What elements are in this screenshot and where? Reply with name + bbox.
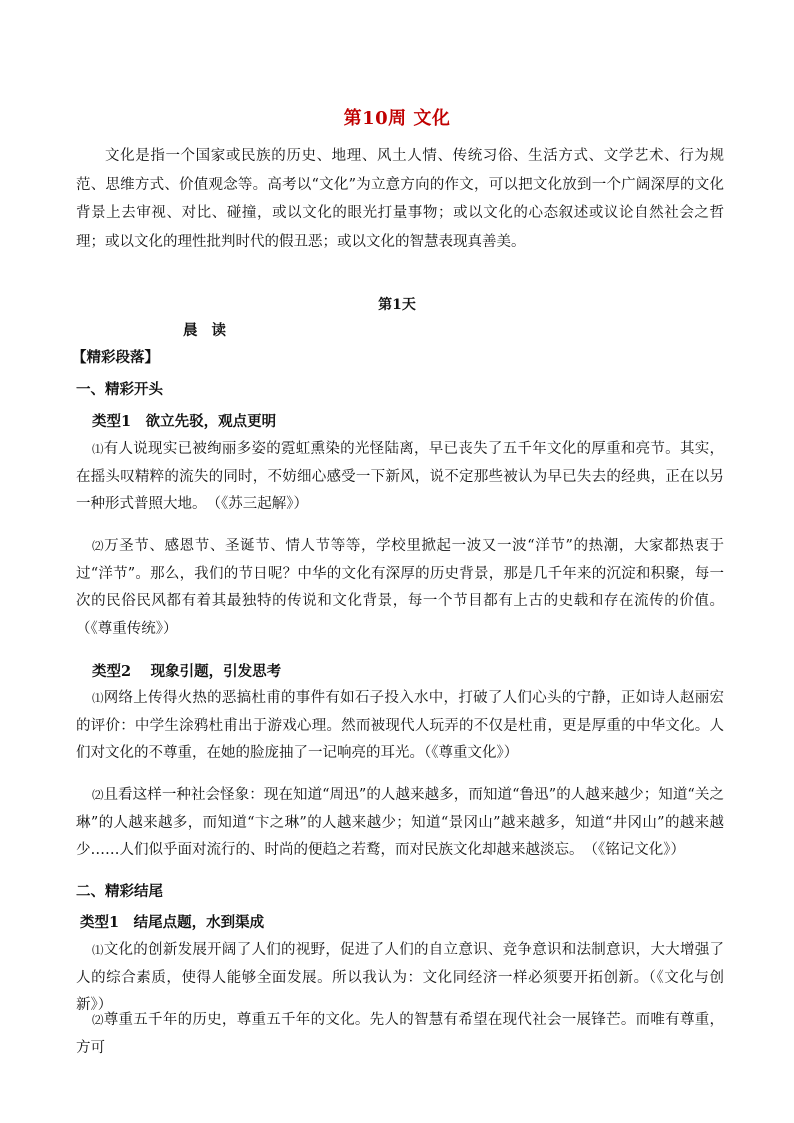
opening-type1-paragraph-1 [76,436,724,519]
ending-type1-title: 类型1 结尾点题，水到渠成 [80,914,265,931]
intro-paragraph: 文化是指一个国家或民族的历史、地理、风土人情、传统习俗、生活方式、文学艺术、行为规范、思维方式、价值观念等。高考以“文化”为立意方向的作文，可以把文化放到一个广阔深厚的文化背景上去审视、对比、碰撞，或以文化的眼光打量事物；或以文化的心态叙述或议论自然社会之哲理；或以文化的理性批判时代的假丑恶；或以文化的智慧表现真善美。 [76,148,724,250]
opening-type2-title: 类型2 现象引题，引发思考 [92,663,282,680]
paragraph-number: ⑴ [91,691,104,705]
paragraph-text: 万圣节、感恩节、圣诞节、情人节等等，学校里掀起一波又一波“洋节”的热潮，大家都热衷于过“洋节”。那么，我们的节日呢？中华的文化有深厚的历史背景，那是几千年来的沉淀和积聚，每一次的民俗民风都有着其最独特的传说和文化背景，每一个节目都有上古的史载和存在流传的价值。（《尊重传统》） [76,538,725,637]
opening-type2-paragraph-2 [76,782,724,865]
morning-reading-heading: 晨读 [183,322,240,339]
paragraph-text: 网络上传得火热的恶搞杜甫的事件有如石子投入水中，打破了人们心头的宁静，正如诗人赵丽宏的评价：中学生涂鸦杜甫出于游戏心理。然而被现代人玩弄的不仅是杜甫，更是厚重的中华文化。人们对文化的不尊重，在她的脸庞抽了一记响亮的耳光。（《尊重文化》） [76,690,725,761]
opening-type1-paragraph-2 [76,533,724,643]
paragraph-number: ⑴ [91,442,104,456]
opening-type1-title: 类型1 欲立先驳，观点更明 [92,413,277,430]
ending-heading: 二、精彩结尾 [76,883,163,900]
paragraph-number: ⑵ [91,788,104,802]
paragraph-text: 且看这样一种社会怪象：现在知道“周迅”的人越来越多，而知道“鲁迅”的人越来越少；知道“关之琳”的人越来越多，而知道“卞之琳”的人越来越少；知道“景冈山”越来越多，知道“井冈山”的越来越少……人们似乎面对流行的、时尚的便趋之若鹜，而对民族文化却越来越淡忘。 （《铭记文化》） [76,787,724,858]
ending-type1-paragraph-2 [76,1007,724,1062]
opening-type2-paragraph-1 [76,685,724,768]
section-label: 【精彩段落】 [72,349,159,366]
opening-heading: 一、精彩开头 [76,381,163,398]
paragraph-text: 尊重五千年的历史，尊重五千年的文化。先人的智慧有希望在现代社会一展锋芒。而唯有尊重，方可 [76,1012,725,1056]
day-heading: 第1天 [378,297,416,313]
paragraph-number: ⑴ [91,943,104,957]
paragraph-text: 文化的创新发展开阔了人们的视野，促进了人们的自立意识、竞争意识和法制意识，大大增强了人的综合素质，使得人能够全面发展。所以我认为：文化同经济一样必须要开拓创新。（《文化与创新》） [76,942,725,1013]
paragraph-text: 有人说现实已被绚丽多姿的霓虹熏染的光怪陆离，早已丧失了五千年文化的厚重和亮节。其实，在摇头叹精粹的流失的同时，不妨细心感受一下新风，说不定那些被认为早已失去的经典，正在以另一种形式普照大地。 （《苏三起解》） [76,441,725,512]
paragraph-number: ⑵ [91,1013,104,1027]
paragraph-number: ⑵ [91,539,105,553]
page-title: 第10周 文化 [343,108,451,129]
